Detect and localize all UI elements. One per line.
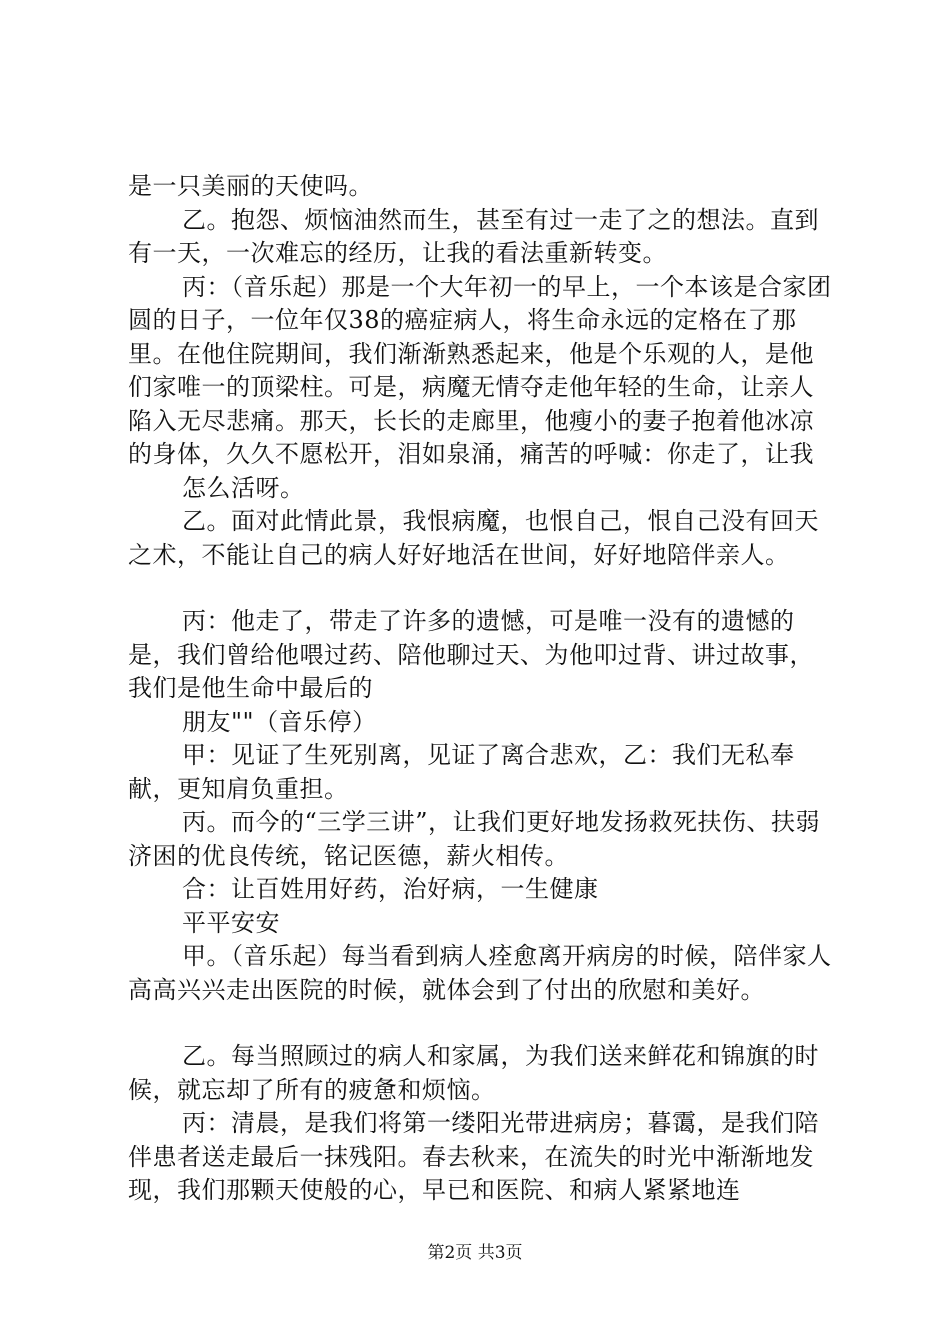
document-body (128, 170, 833, 1208)
page-number-footer: 第2页 共3页 (427, 1243, 523, 1263)
paragraph: 朋友""（音乐停） (182, 707, 377, 736)
paragraph: 丙：清晨，是我们将第一缕阳光带进病房；暮霭，是我们陪伴患者送走最后一抹残阳。春去秋来，在流失的时光中渐渐地发现，我们那颗天使般的心，早已和医院、和病人紧紧地连 (128, 1109, 819, 1204)
paragraph: 平平安安 (182, 908, 280, 937)
paragraph: 甲：见证了生死别离，见证了离合悲欢，乙：我们无私奉献，更知肩负重担。 (128, 741, 795, 803)
paragraph: 怎么活呀。 (182, 473, 305, 502)
paragraph: 甲。（音乐起）每当看到病人痊愈离开病房的时候，陪伴家人高高兴兴走出医院的时候，就体会到了付出的欣慰和美好。 (128, 942, 832, 1004)
paragraph: 丙：他走了，带走了许多的遗憾，可是唯一没有的遗憾的是，我们曾给他喂过药、陪他聊过天、为他叩过背、讲过故事，我们是他生命中最后的 (128, 607, 814, 702)
paragraph: 丙：（音乐起）那是一个大年初一的早上，一个本该是合家团圆的日子，一位年仅38的癌症病人，将生命永远的定格在了那里。在他住院期间，我们渐渐熟悉起来，他是个乐观的人，是他们家唯一的顶梁柱。可是，病魔无情夺走他年轻的生命，让亲人陷入无尽悲痛。那天，长长的走廊里，他瘦小的妻子抱着他冰凉的身体，久久不愿松开，泪如泉涌，痛苦的呼喊：你走了，让我 (128, 272, 832, 468)
paragraph: 乙。每当照顾过的病人和家属，为我们送来鲜花和锦旗的时候，就忘却了所有的疲惫和烦恼。 (128, 1042, 819, 1104)
paragraph: 丙。而今的“三学三讲”，让我们更好地发扬救死扶伤、扶弱济困的优良传统，铭记医德，薪火相传。 (128, 808, 821, 870)
paragraph: 乙。抱怨、烦恼油然而生，甚至有过一走了之的想法。直到有一天，一次难忘的经历，让我的看法重新转变。 (128, 205, 819, 267)
paragraph: 合：让百姓用好药，治好病，一生健康 (182, 875, 599, 903)
paragraph: 是一只美丽的天使吗。 (128, 172, 373, 200)
paragraph: 乙。面对此情此景，我恨病魔，也恨自己，恨自己没有回天之术，不能让自己的病人好好地活在世间，好好地陪伴亲人。 (128, 507, 819, 569)
